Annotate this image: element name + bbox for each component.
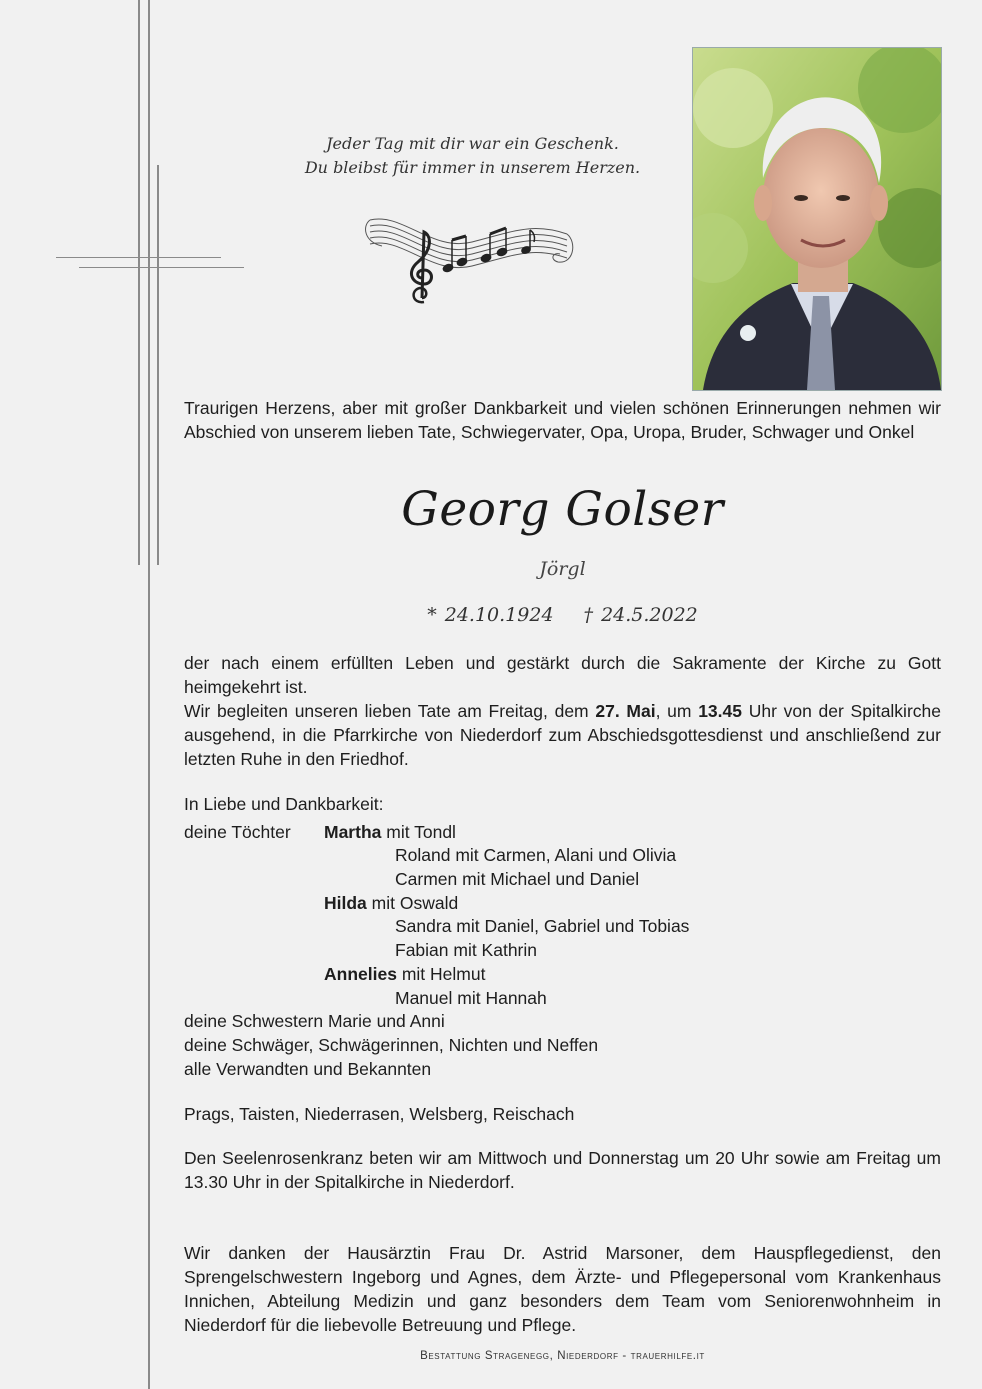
grandchild-entry: Roland mit Carmen, Alani und Olivia bbox=[395, 845, 677, 866]
funeral-time: 13.45 bbox=[698, 701, 742, 721]
daughter-entry: Martha mit Tondl bbox=[324, 821, 456, 842]
places-line: Prags, Taisten, Niederrasen, Welsberg, Reischach bbox=[184, 1104, 575, 1124]
funeral-date: 27. Mai bbox=[595, 701, 656, 721]
family-heading: In Liebe und Dankbarkeit: bbox=[184, 794, 384, 814]
deceased-nickname: Jörgl bbox=[539, 558, 586, 580]
announcement-line-1: der nach einem erfüllten Leben und gestärkt durch die Sakramente der Kirche zu Gott heimgekehrt ist. bbox=[184, 653, 941, 697]
rosary-paragraph: Den Seelenrosenkranz beten wir am Mittwoch und Donnerstag um 20 Uhr sowie am Freitag um 13.30 Uhr in der Spitalkirche in Niederdorf. bbox=[184, 1148, 941, 1192]
music-notes-icon bbox=[362, 212, 577, 310]
grandchild-entry: Sandra mit Daniel, Gabriel und Tobias bbox=[395, 916, 690, 937]
thanks-paragraph: Wir danken der Hausärztin Frau Dr. Astrid Marsoner, dem Hauspflegedienst, den Sprengelschwestern Ingeborg und Agnes, dem Ärzte- und Pflegepersonal vom Krankenhaus Innichen, Abteilung Medizin und ganz besonders dem Team vom Seniorenwohnheim in Niederdorf für die liebevolle Betreuung und Pflege. bbox=[184, 1243, 941, 1335]
death-date: † 24.5.2022 bbox=[583, 604, 698, 626]
life-dates bbox=[184, 604, 941, 626]
in-laws-entry: deine Schwäger, Schwägerinnen, Nichten und Neffen bbox=[184, 1034, 599, 1055]
memorial-quote bbox=[300, 132, 645, 180]
intro-paragraph: Traurigen Herzens, aber mit großer Dankbarkeit und vielen schönen Erinnerungen nehmen wir Abschied von unserem lieben Tate, Schwiegervater, Opa, Uropa, Bruder, Schwager und Onkel bbox=[184, 398, 941, 442]
daughters-label: deine Töchter bbox=[184, 821, 291, 842]
quote-line-2: Du bleibst für immer in unserem Herzen. bbox=[304, 158, 641, 177]
footer-credit: Bestattung Stragenegg, Niederdorf - trauerhilfe.it bbox=[420, 1350, 705, 1362]
deceased-name: Georg Golser bbox=[401, 482, 724, 537]
announcement-funeral: Wir begleiten unseren lieben Tate am Freitag, dem 27. Mai, um 13.45 Uhr von der Spitalkirche ausgehend, in die Pfarrkirche von Niederdorf zum Abschiedsgottesdienst und anschließend zur letzten Ruhe in den Friedhof. bbox=[184, 701, 941, 769]
grandchild-entry: Manuel mit Hannah bbox=[395, 987, 547, 1008]
sisters-entry: deine Schwestern Marie und Anni bbox=[184, 1011, 445, 1032]
birth-date: * 24.10.1924 bbox=[427, 604, 554, 626]
grandchild-entry: Fabian mit Kathrin bbox=[395, 940, 538, 961]
daughter-entry: Hilda mit Oswald bbox=[324, 892, 459, 913]
relatives-entry: alle Verwandten und Bekannten bbox=[184, 1058, 432, 1079]
quote-line-1: Jeder Tag mit dir war ein Geschenk. bbox=[326, 134, 619, 153]
daughter-entry: Annelies mit Helmut bbox=[324, 963, 486, 984]
family-list bbox=[184, 793, 941, 1081]
grandchild-entry: Carmen mit Michael und Daniel bbox=[395, 869, 640, 890]
portrait-photo bbox=[692, 47, 942, 391]
announcement-text bbox=[184, 651, 941, 771]
